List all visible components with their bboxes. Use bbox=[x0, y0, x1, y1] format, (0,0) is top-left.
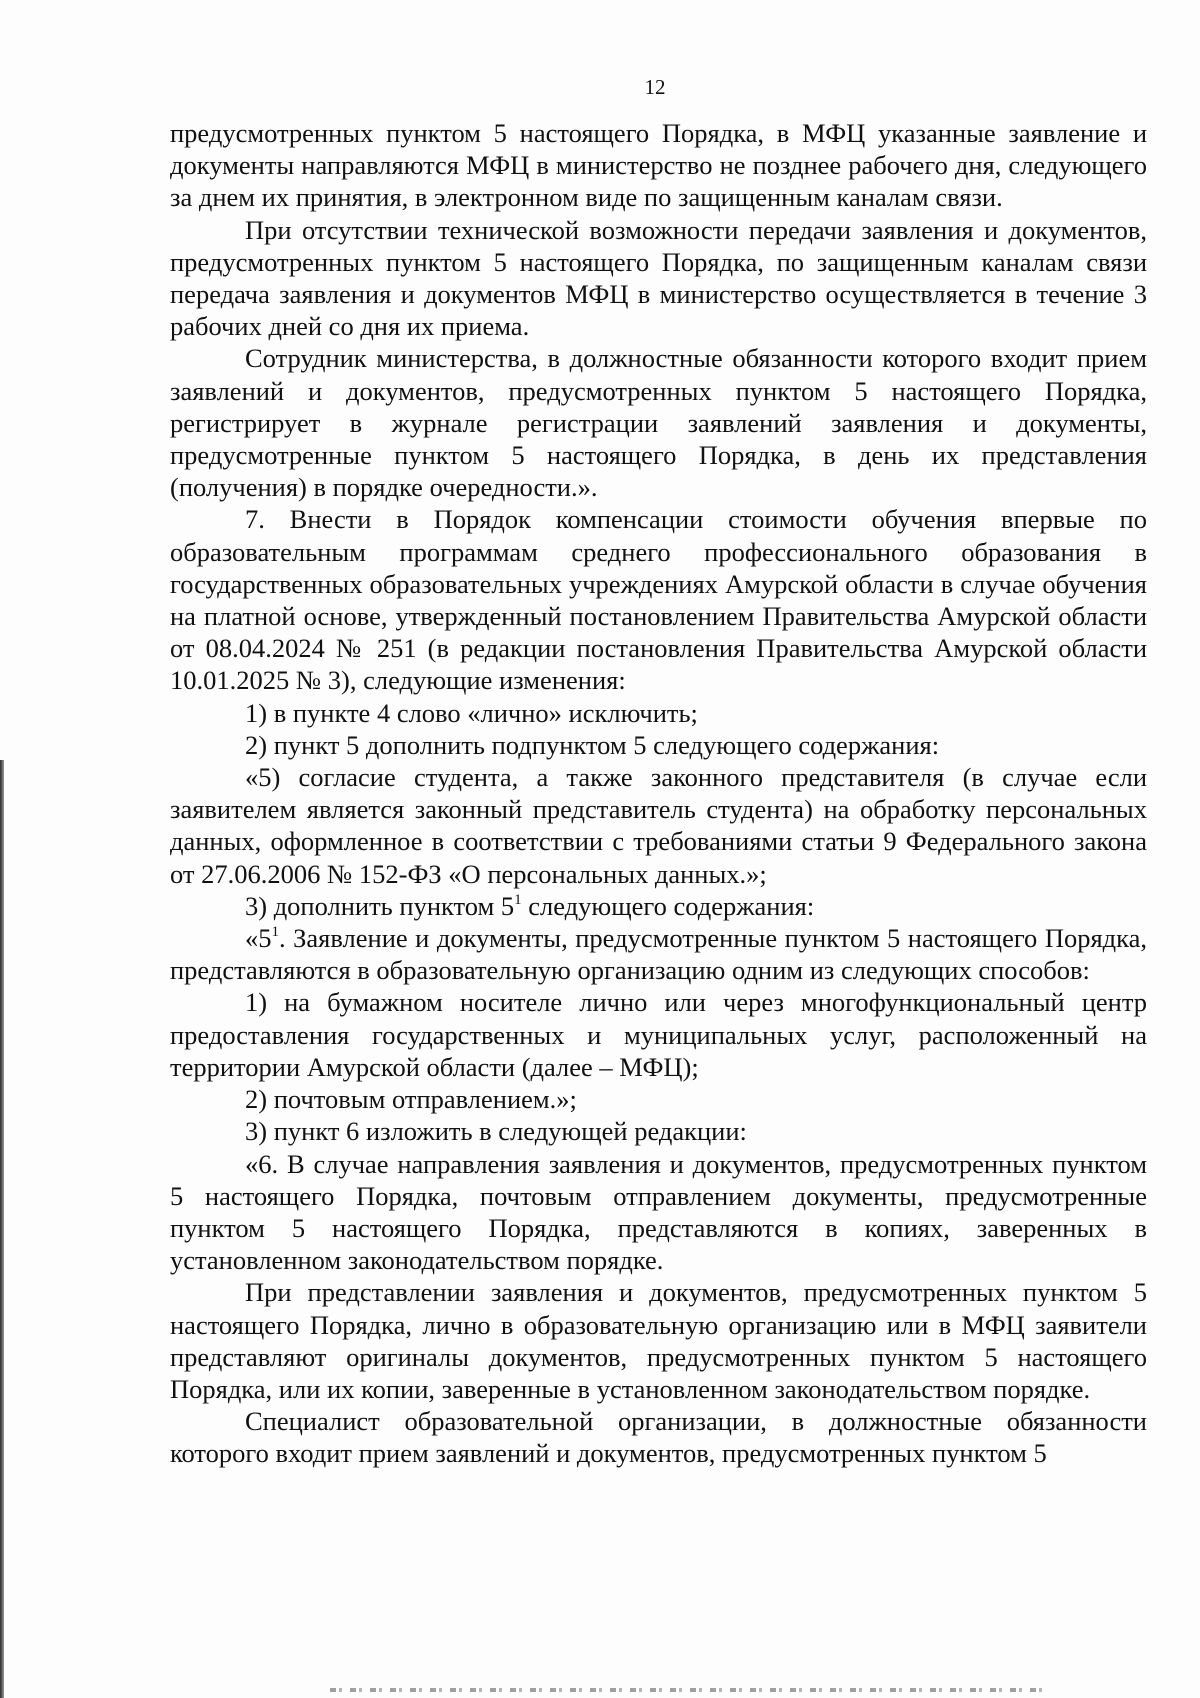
list-item bbox=[170, 890, 1147, 922]
list-item: 2) почтовым отправлением.»; bbox=[245, 1084, 577, 1115]
text-fragment: следующего содержания: bbox=[521, 890, 815, 921]
list-item: 1) в пункте 4 слово «лично» исключить; bbox=[245, 697, 698, 728]
paragraph: Сотрудник министерства, в должностные обязанности которого входит прием заявлений и документов, предусмотренных пунктом 5 настоящего Порядка, регистрирует в журнале регистрации заявлений заявления и документы, предусмотренные пунктом 5 настоящего Порядка, в день их представления (получения) в порядке очередности.». bbox=[170, 343, 1147, 503]
paragraph bbox=[170, 922, 1147, 986]
list-item: 3) пункт 6 изложить в следующей редакции: bbox=[245, 1116, 747, 1147]
list-item: 2) пункт 5 дополнить подпунктом 5 следующего содержания: bbox=[245, 729, 940, 760]
document-body bbox=[170, 117, 1147, 1470]
scan-edge-shadow bbox=[0, 760, 4, 1698]
text-fragment: . Заявление и документы, предусмотренные пунктом 5 настоящего Порядка, представляются в образовательную организацию одним из следующих способов: bbox=[170, 923, 1147, 986]
paragraph: «6. В случае направления заявления и документов, предусмотренных пунктом 5 настоящего Порядка, почтовым отправлением документы, предусмотренные пунктом 5 настоящего Порядка, представляются в копиях, заверенных в установленном законодательством порядке. bbox=[170, 1148, 1147, 1276]
page-number: 12 bbox=[644, 75, 666, 99]
text-fragment: 3) дополнить пунктом 5 bbox=[245, 890, 515, 921]
superscript: 1 bbox=[271, 924, 279, 941]
paragraph: При отсутствии технической возможности передачи заявления и документов, предусмотренных пунктом 5 настоящего Порядка, по защищенным каналам связи передача заявления и документов МФЦ в министерство осуществляется в течение 3 рабочих дней со дня их приема. bbox=[170, 214, 1147, 342]
scan-bottom-artifact bbox=[330, 1688, 1050, 1692]
paragraph: При представлении заявления и документов, предусмотренных пунктом 5 настоящего Порядка, лично в образовательную организацию или в МФЦ заявители представляют оригиналы документов, предусмотренных пунктом 5 настоящего Порядка, или их копии, заверенные в установленном законодательством порядке. bbox=[170, 1277, 1147, 1404]
paragraph: 7. Внести в Порядок компенсации стоимости обучения впервые по образовательным программам среднего профессионального образования в государственных образовательных учреждениях Амурской области в случае обучения на платной основе, утвержденный постановлением Правительства Амурской области от 08.04.2024 № 251 (в редакции постановления Правительства Амурской области 10.01.2025 № 3), следующие изменения: bbox=[170, 504, 1147, 696]
paragraph: предусмотренных пунктом 5 настоящего Порядка, в МФЦ указанные заявление и документы направляются МФЦ в министерство не позднее рабочего дня, следующего за днем их принятия, в электронном виде по защищенным каналам связи. bbox=[170, 118, 1147, 213]
paragraph: Специалист образовательной организации, в должностные обязанности которого входит прием заявлений и документов, предусмотренных пунктом 5 bbox=[170, 1406, 1147, 1469]
text-fragment: «5 bbox=[245, 923, 272, 954]
superscript: 1 bbox=[514, 891, 522, 908]
list-item: 1) на бумажном носителе лично или через многофункциональный центр предоставления государственных и муниципальных услуг, расположенный на территории Амурской области (далее – МФЦ); bbox=[170, 987, 1147, 1082]
paragraph: «5) согласие студента, а также законного представителя (в случае если заявителем является законный представитель студента) на обработку персональных данных, оформленное в соответствии с требованиями статьи 9 Федерального закона от 27.06.2006 № 152-ФЗ «О персональных данных.»; bbox=[170, 762, 1147, 889]
